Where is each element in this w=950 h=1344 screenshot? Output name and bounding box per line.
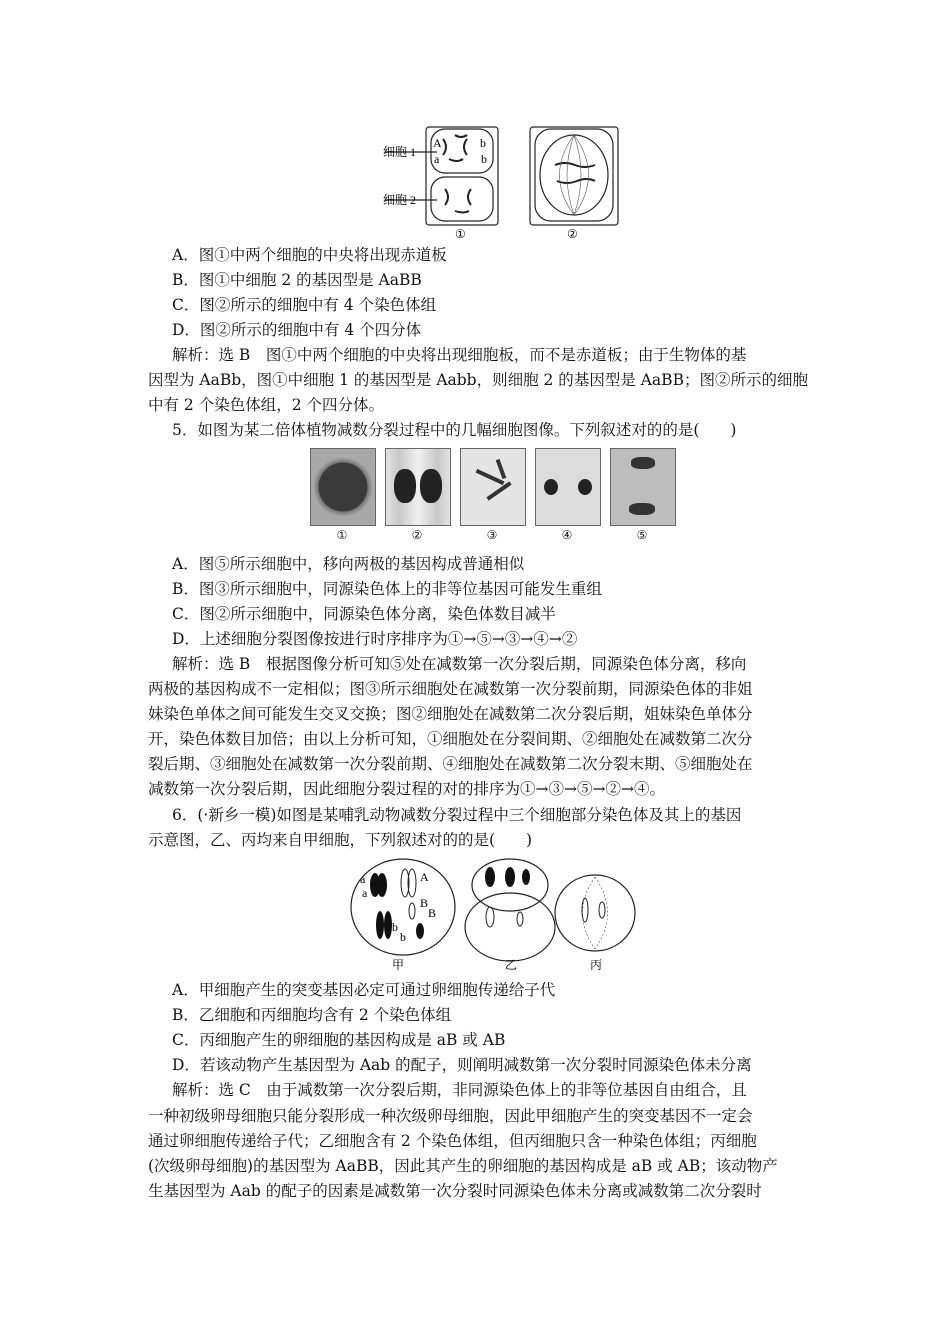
option-d: D．上述细胞分裂图像按进行时序排序为①→⑤→③→④→② — [172, 630, 578, 648]
explanation-line: 生基因型为 Aab 的配子的因素是减数第一次分裂时同源染色体未分离或减数第二次分裂时 — [148, 1182, 762, 1200]
option-a: A．甲细胞产生的突变基因必定可通过卵细胞传递给子代 — [172, 981, 556, 999]
explanation-line: 中有 2 个染色体组，2 个四分体。 — [148, 396, 385, 414]
explanation-line: 解析：选 B 根据图像分析可知⑤处在减数第一次分裂后期，同源染色体分离，移向 — [172, 655, 747, 673]
option-b: B．乙细胞和丙细胞均含有 2 个染色体组 — [172, 1006, 452, 1024]
micrograph-1 — [310, 448, 376, 526]
explanation-line: 解析：选 C 由于减数第一次分裂后期，非同源染色体上的非等位基因自由组合，且 — [172, 1081, 747, 1099]
micrograph-caption: ③ — [486, 528, 498, 542]
question-6-stem: 6．(·新乡一模)如图是某哺乳动物减数分裂过程中三个细胞部分染色体及其上的基因 — [172, 806, 742, 824]
gene-label-a: a — [360, 872, 366, 886]
label-jia: 甲 — [392, 958, 405, 972]
explanation-line: 减数第一次分裂后期，因此细胞分裂过程的对的排序为①→③→⑤→②→④。 — [148, 780, 665, 798]
gene-label-b: b — [400, 930, 406, 944]
option-c: C．丙细胞产生的卵细胞的基因构成是 aB 或 AB — [172, 1031, 506, 1049]
label-cell-2: 细胞 2 — [383, 193, 417, 207]
explanation-line: 通过卵细胞传递给子代；乙细胞含有 2 个染色体组，但丙细胞只含一种染色体组；丙细胞 — [148, 1132, 757, 1150]
option-d: D．图②所示的细胞中有 4 个四分体 — [172, 321, 422, 339]
explanation-line: 一种初级卵母细胞只能分裂形成一种次级卵母细胞，因此甲细胞产生的突变基因不一定会 — [148, 1107, 753, 1125]
gene-label-a: a — [362, 886, 368, 900]
option-b: B．图③所示细胞中，同源染色体上的非等位基因可能发生重组 — [172, 580, 602, 598]
label-bing: 丙 — [590, 958, 603, 972]
option-b: B．图①中细胞 2 的基因型是 AaBB — [172, 271, 422, 289]
explanation-line: 妹染色单体之间可能发生交叉交换；图②细胞处在减数第二次分裂后期，姐妹染色单体分 — [148, 705, 753, 723]
micrograph-caption: ① — [336, 528, 348, 542]
question-5-stem: 5．如图为某二倍体植物减数分裂过程中的几幅细胞图像。下列叙述对的的是( ) — [172, 421, 737, 439]
gene-label-b: b — [480, 136, 486, 150]
figure-cell-division-1 — [375, 125, 625, 240]
explanation-line: 解析：选 B 图①中两个细胞的中央将出现细胞板，而不是赤道板；由于生物体的基 — [172, 346, 747, 364]
micrograph-4 — [535, 448, 601, 526]
gene-label-B: B — [420, 896, 429, 910]
figure-caption-2: ② — [567, 227, 578, 240]
explanation-line: (次级卵母细胞)的基因型为 AaBB，因此其产生的卵细胞的基因构成是 aB 或 AB；该动物产 — [148, 1157, 778, 1175]
micrograph-caption: ② — [411, 528, 423, 542]
label-cell-1: 细胞 1 — [383, 145, 417, 159]
question-6-stem: 示意图，乙、丙均来自甲细胞，下列叙述对的的是( ) — [148, 831, 533, 849]
explanation-line: 开，染色体数目加倍；由以上分析可知，①细胞处在分裂间期、②细胞处在减数第二次分 — [148, 730, 753, 748]
figure-meiosis-cells — [340, 855, 640, 975]
gene-label-b: b — [481, 152, 487, 166]
label-yi: 乙 — [505, 958, 518, 972]
gene-label-A: A — [420, 870, 429, 884]
gene-label-b: b — [392, 920, 398, 934]
option-d: D．若该动物产生基因型为 Aab 的配子，则阐明减数第一次分裂时同源染色体未分离 — [172, 1056, 752, 1074]
micrograph-5 — [610, 448, 676, 526]
option-c: C．图②所示细胞中，同源染色体分离，染色体数目减半 — [172, 605, 556, 623]
gene-label-a: a — [434, 152, 440, 166]
explanation-line: 两极的基因构成不一定相似；图③所示细胞处在减数第一次分裂前期，同源染色体的非姐 — [148, 680, 753, 698]
explanation-line: 裂后期、③细胞处在减数第一次分裂前期、④细胞处在减数第二次分裂末期、⑤细胞处在 — [148, 755, 753, 773]
micrograph-3 — [460, 448, 526, 526]
explanation-line: 因型为 AaBb，图①中细胞 1 的基因型是 Aabb，则细胞 2 的基因型是 AaBB；图②所示的细胞 — [148, 371, 808, 389]
figure-caption-1: ① — [455, 227, 466, 240]
option-a: A．图⑤所示细胞中，移向两极的基因构成普通相似 — [172, 555, 525, 573]
gene-label-A: A — [433, 136, 442, 150]
gene-label-B: B — [428, 906, 437, 920]
micrograph-2 — [385, 448, 451, 526]
option-c: C．图②所示的细胞中有 4 个染色体组 — [172, 296, 437, 314]
option-a: A．图①中两个细胞的中央将出现赤道板 — [172, 246, 447, 264]
micrograph-caption: ⑤ — [636, 528, 648, 542]
micrograph-caption: ④ — [561, 528, 573, 542]
